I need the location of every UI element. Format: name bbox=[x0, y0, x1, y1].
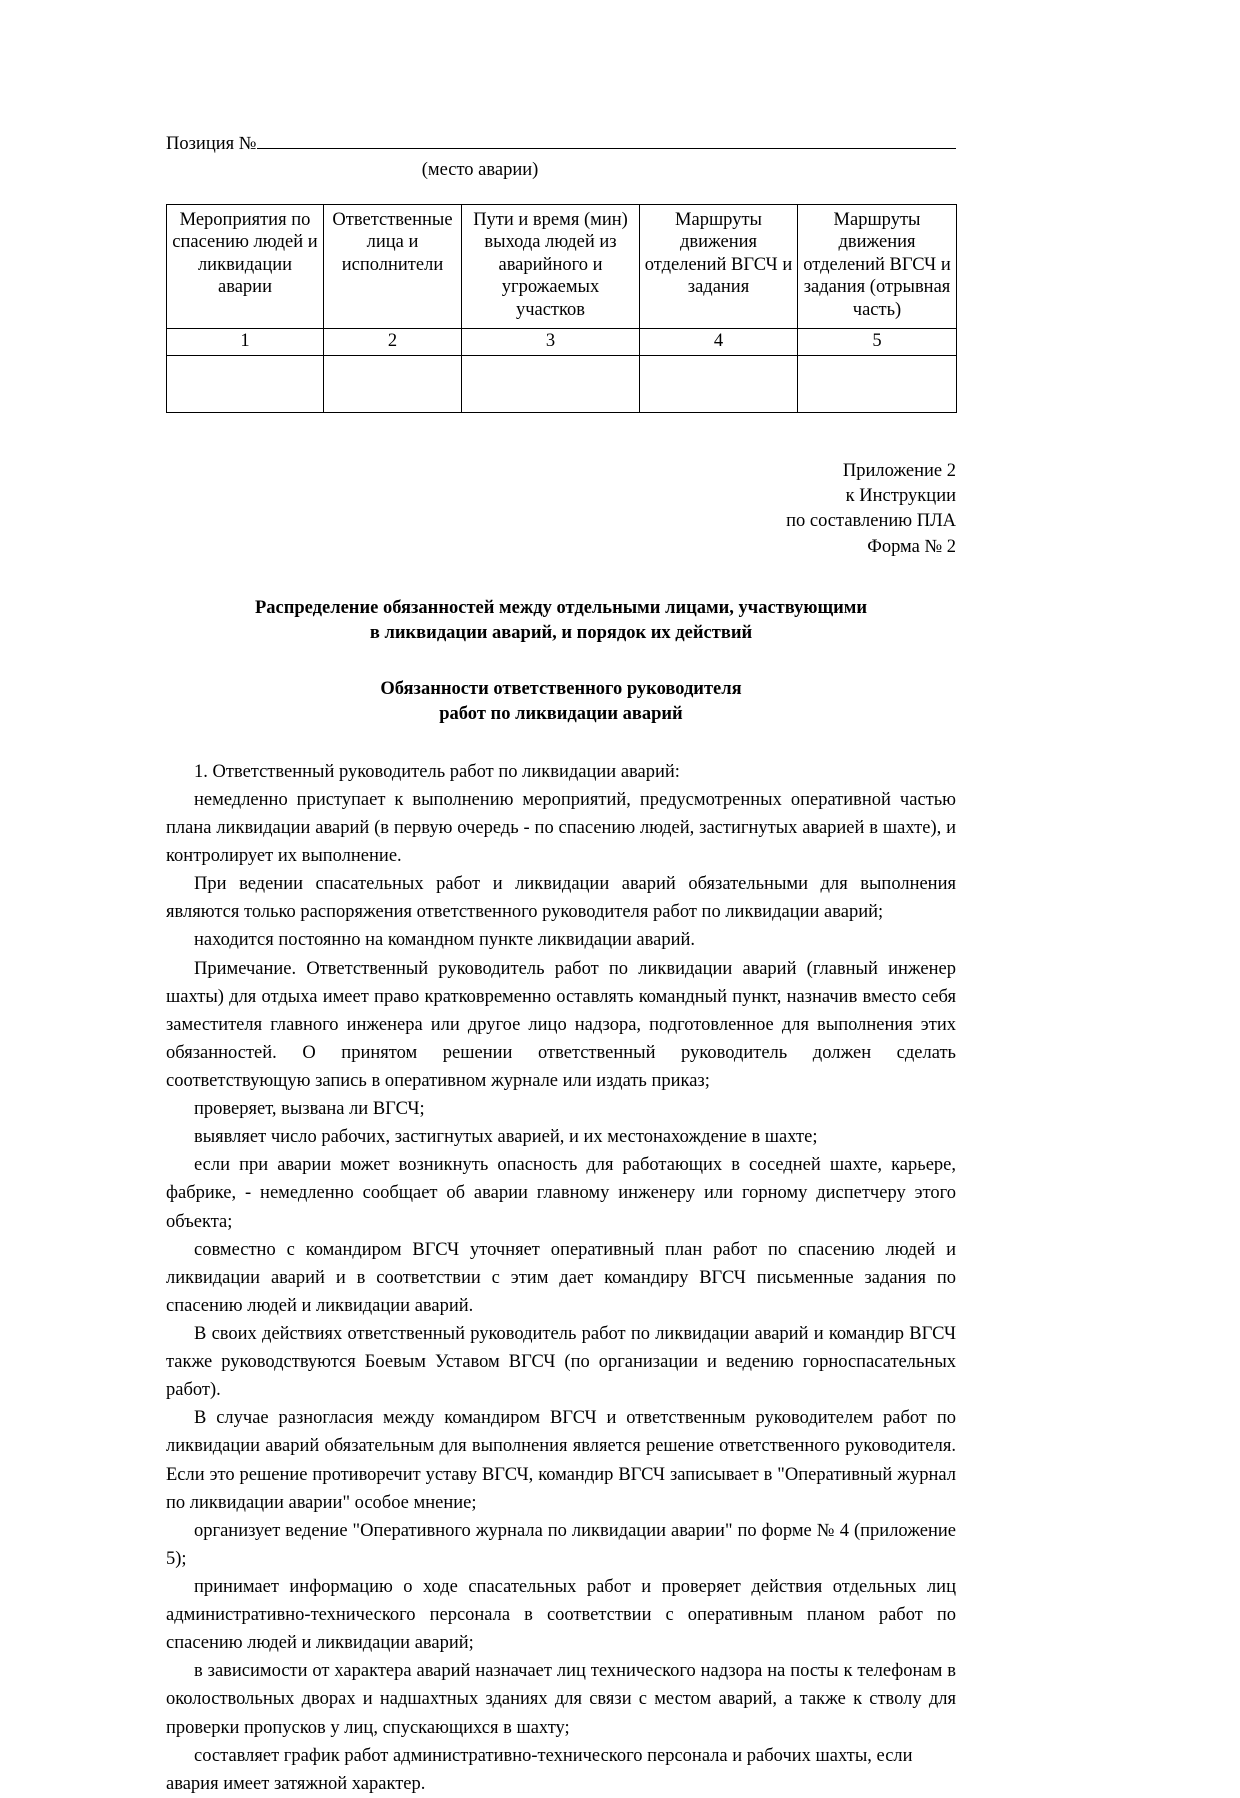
page-subtitle-line-1: Обязанности ответственного руководителя bbox=[380, 678, 742, 699]
emergency-measures-table bbox=[166, 204, 957, 413]
paragraph: находится постоянно на командном пункте ликвидации аварий. bbox=[194, 930, 696, 951]
table-number-cell-3: 3 bbox=[462, 328, 640, 356]
page-title-line-2: в ликвидации аварий, и порядок их действий bbox=[369, 623, 753, 644]
appendix-block bbox=[166, 459, 956, 560]
appendix-line-1: Приложение 2 bbox=[842, 461, 956, 482]
table-number-cell-1: 1 bbox=[167, 328, 324, 356]
paragraph: В случае разногласия между командиром ВГСЧ и ответственным руководителем работ по ликвидации аварий обязательным для выполнения является решение ответственного руководителя. Если это решение противоречит уставу ВГСЧ, командир ВГСЧ записывает в "Оперативный журнал по ликвидации аварии" особое мнение; bbox=[166, 1408, 956, 1513]
page-title-line-1: Распределение обязанностей между отдельными лицами, участвующими bbox=[254, 597, 868, 618]
paragraph: в зависимости от характера аварий назначает лиц технического надзора на посты к телефонам в околоствольных дворах и надшахтных зданиях для связи с местом аварий, а также к стволу для проверки пропусков у лиц, спускающихся в шахту; bbox=[166, 1661, 956, 1738]
table-header-cell-2: Ответственные лица и исполнители bbox=[324, 204, 462, 328]
paragraph: 1. Ответственный руководитель работ по ликвидации аварий: bbox=[194, 761, 680, 782]
paragraph: В своих действиях ответственный руководитель работ по ликвидации аварий и командир ВГСЧ также руководствуются Боевым Уставом ВГСЧ (по организации и ведению горноспасательных работ). bbox=[166, 1323, 956, 1401]
table-empty-cell-2[interactable] bbox=[324, 356, 462, 413]
paragraph: принимает информацию о ходе спасательных работ и проверяет действия отдельных лиц административно-технического персонала в соответствии с оперативным планом работ по спасению людей и ликвидации аварий; bbox=[166, 1576, 956, 1654]
paragraph: если при аварии может возникнуть опасность для работающих в соседней шахте, карьере, фабрике, - немедленно сообщает об аварии главному инженеру или горному диспетчеру этого объекта; bbox=[166, 1155, 956, 1232]
page-title bbox=[166, 596, 956, 647]
paragraph: Примечание. Ответственный руководитель работ по ликвидации аварий (главный инженер шахты) для отдыха имеет право кратковременно оставлять командный пункт, назначив вместо себя заместителя главного инженера или другое лицо надзора, подготовленное для выполнения этих обязанностей. О принятом решении ответственный руководитель должен сделать соответствующую запись в оперативном журнале или издать приказ; bbox=[166, 958, 956, 1091]
page-subtitle bbox=[166, 677, 956, 728]
paragraph: организует ведение "Оперативного журнала по ликвидации аварии" по форме № 4 (приложение 5); bbox=[166, 1520, 956, 1569]
table-header-row bbox=[167, 204, 957, 328]
position-caption: (место аварии) bbox=[421, 159, 539, 180]
appendix-line-4: Форма № 2 bbox=[867, 536, 956, 557]
table-number-row bbox=[167, 328, 957, 356]
table-empty-cell-3[interactable] bbox=[462, 356, 640, 413]
paragraph: составляет график работ административно-технического персонала и рабочих шахты, если авария имеет затяжной характер. bbox=[166, 1745, 913, 1794]
page-subtitle-line-2: работ по ликвидации аварий bbox=[439, 704, 683, 725]
paragraph: совместно с командиром ВГСЧ уточняет оперативный план работ по спасению людей и ликвидации аварий и в соответствии с этим дает командиру ВГСЧ письменные задания по спасению людей и ликвидации аварий. bbox=[166, 1239, 956, 1316]
paragraph: проверяет, вызвана ли ВГСЧ; bbox=[194, 1099, 425, 1120]
table-row bbox=[167, 356, 957, 413]
table-number-cell-2: 2 bbox=[324, 328, 462, 356]
table-number-cell-4: 4 bbox=[640, 328, 798, 356]
table-empty-cell-4[interactable] bbox=[640, 356, 798, 413]
paragraph: При ведении спасательных работ и ликвидации аварий обязательными для выполнения являются только распоряжения ответственного руководителя работ по ликвидации аварий; bbox=[166, 874, 956, 923]
table-header-cell-1: Мероприятия по спасению людей и ликвидации аварии bbox=[167, 204, 324, 328]
position-line bbox=[166, 130, 956, 156]
table-empty-cell-1[interactable] bbox=[167, 356, 324, 413]
position-fill-rule[interactable] bbox=[257, 130, 956, 149]
position-label: Позиция № bbox=[166, 133, 257, 154]
table-header-cell-4: Маршруты движения отделений ВГСЧ и задания bbox=[640, 204, 798, 328]
body-text bbox=[166, 758, 956, 1798]
table-header-cell-5: Маршруты движения отделений ВГСЧ и задания (отрывная часть) bbox=[798, 204, 957, 328]
paragraph: немедленно приступает к выполнению мероприятий, предусмотренных оперативной частью плана ликвидации аварий (в первую очередь - по спасению людей, застигнутых аварией в шахте), и контролирует их выполнение. bbox=[166, 789, 956, 867]
appendix-line-2: к Инструкции bbox=[845, 486, 956, 507]
document-content bbox=[166, 130, 956, 1798]
paragraph: выявляет число рабочих, застигнутых аварией, и их местонахождение в шахте; bbox=[194, 1127, 818, 1148]
table-empty-cell-5[interactable] bbox=[798, 356, 957, 413]
appendix-line-3: по составлению ПЛА bbox=[786, 511, 956, 532]
table-number-cell-5: 5 bbox=[798, 328, 957, 356]
table-header-cell-3: Пути и время (мин) выхода людей из аварийного и угрожаемых участков bbox=[462, 204, 640, 328]
